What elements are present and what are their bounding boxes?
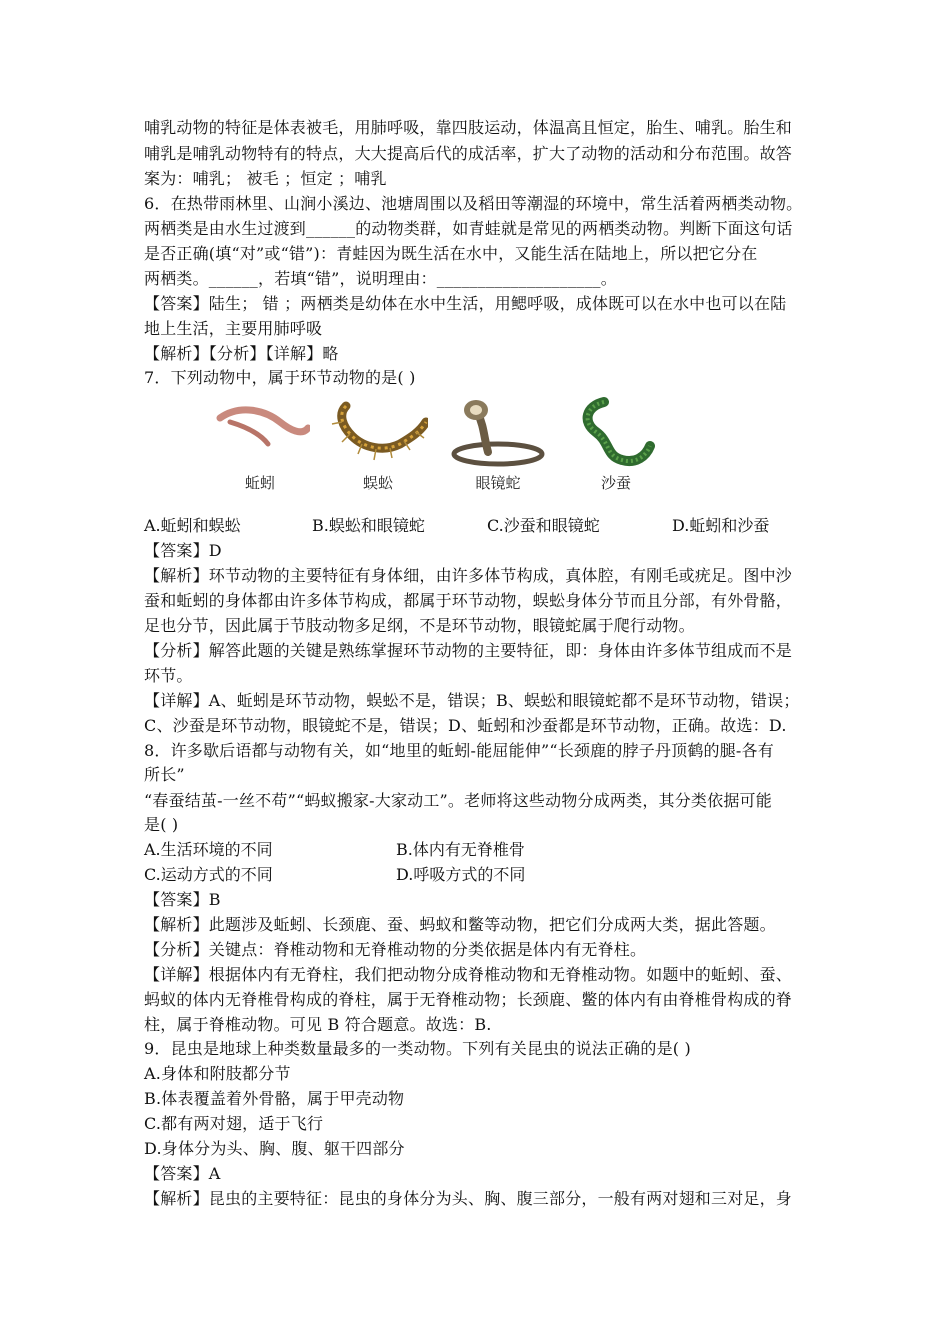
q8-option-a: A.生活环境的不同	[144, 840, 273, 859]
detail-8: 【详解】根据体内有无脊柱，我们把动物分成脊椎动物和无脊椎动物。如题中的蚯蚓、蚕、	[144, 965, 793, 984]
q8-option-b: B.体内有无脊椎骨	[396, 840, 525, 859]
answer-9: 【答案】A	[144, 1164, 221, 1183]
ragworm-image	[566, 392, 666, 502]
analysis-8: 【解析】此题涉及蚯蚓、长颈鹿、蚕、蚂蚁和鳖等动物，把它们分成两大类，据此答题。	[144, 915, 776, 934]
text-line: 蚕和蚯蚓的身体都由许多体节构成，都属于环节动物，蜈蚣身体分节而且分部，有外骨骼，	[144, 591, 793, 610]
q7-option-a: A.蚯蚓和蜈蚣	[144, 516, 241, 535]
q8-option-c: C.运动方式的不同	[144, 865, 273, 884]
text-line: 所长”	[144, 765, 185, 784]
caption-centipede: 蜈蚣	[362, 474, 393, 492]
text-line: 案为：哺乳； 被毛 ；恒定 ；哺乳	[144, 169, 387, 188]
text-line: 是否正确(填“对”或“错”)：青蛙因为既生活在水中，又能生活在陆地上，所以把它分在	[144, 244, 758, 263]
text-line: 哺乳动物的特征是体表被毛，用肺呼吸，靠四肢运动，体温高且恒定，胎生、哺乳。胎生和	[144, 118, 793, 137]
text-line: 【分析】解答此题的关键是熟练掌握环节动物的主要特征，即：身体由许多体节组成而不是	[144, 641, 793, 660]
centipede-image	[328, 392, 428, 502]
q9-option-a: A.身体和附肢都分节	[144, 1064, 291, 1083]
animal-figure	[210, 392, 680, 502]
analysis-7: 【解析】环节动物的主要特征有身体细，由许多体节构成，真体腔，有刚毛或疣足。图中沙	[144, 566, 793, 585]
detail-7: 【详解】A、蚯蚓是环节动物，蜈蚣不是，错误；B、蜈蚣和眼镜蛇都不是环节动物，错误；	[144, 691, 800, 710]
caption-earthworm: 蚯蚓	[244, 474, 275, 492]
caption-cobra: 眼镜蛇	[475, 474, 521, 492]
text-line: 两栖类是由水生过渡到______的动物类群，如青蛙就是常见的两栖类动物。判断下面这句话	[144, 219, 793, 238]
caption-ragworm: 沙蚕	[600, 474, 631, 492]
q7-option-d: D.蚯蚓和沙蚕	[672, 516, 770, 535]
text-line: 蚂蚁的体内无脊椎骨构成的脊柱，属于无脊椎动物；长颈鹿、鳖的体内有由脊椎骨构成的脊	[144, 990, 793, 1009]
text-line: 【分析】关键点：脊椎动物和无脊椎动物的分类依据是体内有无脊柱。	[144, 940, 647, 959]
q7-option-b: B.蜈蚣和眼镜蛇	[312, 516, 425, 535]
q9-option-d: D.身体分为头、胸、腹、躯干四部分	[144, 1139, 405, 1158]
question-7: 7．下列动物中，属于环节动物的是( )	[144, 368, 416, 387]
text-line: 哺乳是哺乳动物特有的特点，大大提高后代的成活率，扩大了动物的活动和分布范围。故答	[144, 144, 793, 163]
question-6: 6．在热带雨林里、山涧小溪边、池塘周围以及稻田等潮湿的环境中，常生活着两栖类动物。	[144, 194, 803, 213]
text-line: 足也分节，因此属于节肢动物多足纲，不是环节动物，眼镜蛇属于爬行动物。	[144, 616, 695, 635]
q9-option-c: C.都有两对翅，适于飞行	[144, 1114, 324, 1133]
answer-6: 【答案】陆生； 错 ；两栖类是幼体在水中生活，用鳃呼吸，成体既可以在水中也可以在陆	[144, 294, 787, 313]
q9-option-b: B.体表覆盖着外骨骼，属于甲壳动物	[144, 1089, 405, 1108]
question-9: 9．昆虫是地球上种类数量最多的一类动物。下列有关昆虫的说法正确的是( )	[144, 1039, 691, 1058]
q8-option-d: D.呼吸方式的不同	[396, 865, 526, 884]
text-line: 柱，属于脊椎动物。可见 B 符合题意。故选：B.	[144, 1015, 492, 1034]
text-line: 是( )	[144, 815, 179, 834]
text-line: 环节。	[144, 666, 193, 685]
q7-option-c: C.沙蚕和眼镜蛇	[487, 516, 600, 535]
cobra-image	[448, 392, 548, 502]
analysis-9: 【解析】昆虫的主要特征：昆虫的身体分为头、胸、腹三部分，一般有两对翅和三对足，身	[144, 1189, 793, 1208]
earthworm-image	[210, 392, 310, 502]
question-8: 8．许多歇后语都与动物有关，如“地里的蚯蚓-能屈能伸”“长颈鹿的脖子丹顶鹤的腿-各有	[144, 741, 774, 760]
text-line: 地上生活，主要用肺呼吸	[144, 319, 323, 338]
text-line: “春蚕结茧-一丝不苟”“蚂蚁搬家-大家动工”。老师将这些动物分成两类，其分类依据可能	[144, 791, 772, 810]
answer-7: 【答案】D	[144, 541, 222, 560]
answer-8: 【答案】B	[144, 890, 221, 909]
text-line: 两栖类。______，若填“错”，说明理由：____________________。	[144, 269, 617, 288]
analysis-6: 【解析】【分析】【详解】略	[144, 344, 339, 363]
text-line: C、沙蚕是环节动物，眼镜蛇不是，错误；D、蚯蚓和沙蚕都是环节动物，正确。故选：D.	[144, 716, 787, 735]
